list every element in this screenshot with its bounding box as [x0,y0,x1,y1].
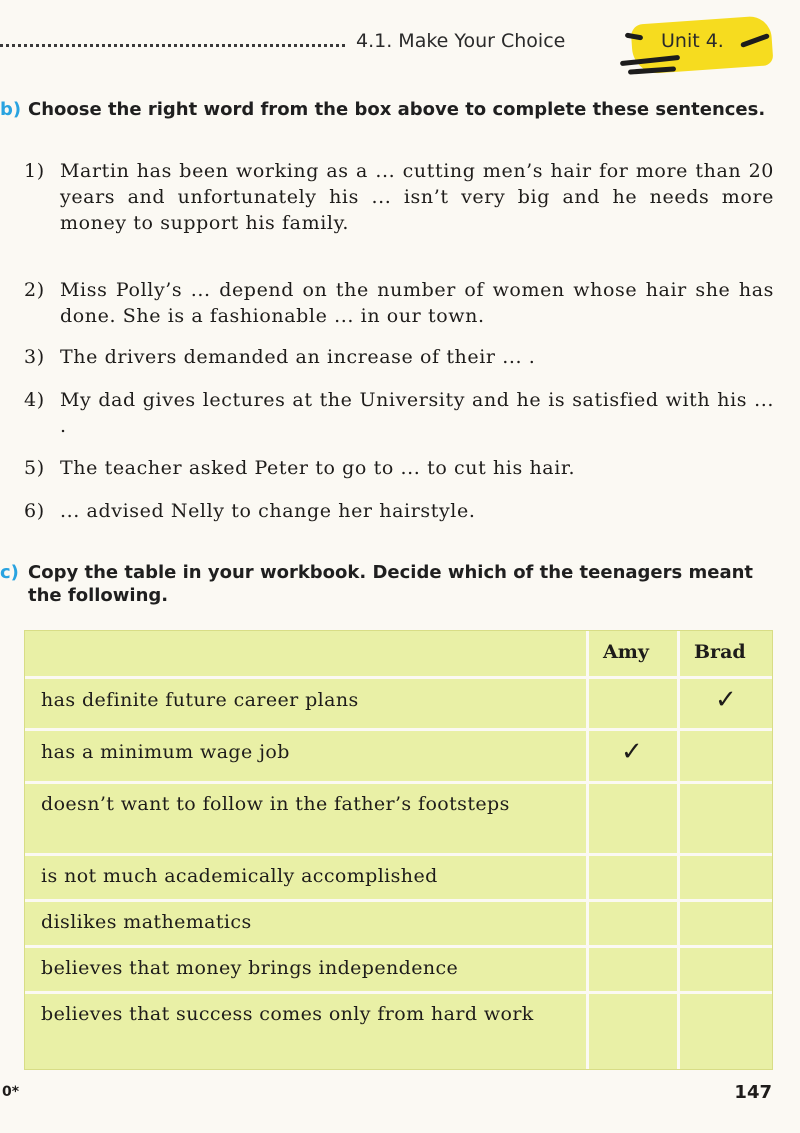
unit-label: Unit 4. [661,30,724,52]
checkmark-icon: ✓ [715,685,737,715]
row-divider [25,781,772,784]
page-header [0,28,800,68]
row-divider [25,728,772,731]
table-row-label: has a minimum wage job [41,741,290,763]
table-row-label: believes that success comes only from hard work [41,1003,534,1025]
task-2-instruction [0,561,778,607]
row-divider [25,945,772,948]
exercise-item-5 [24,455,774,481]
item-text: ... advised Nelly to change her hairstyle. [60,500,476,522]
column-divider [677,631,680,1069]
task-2-marker: c) [0,562,19,583]
table-row-label: dislikes mathematics [41,911,252,933]
brush-stroke-2 [628,66,676,74]
checkmark-icon: ✓ [621,737,643,767]
table-row-label: is not much academically accomplished [41,865,438,887]
row-divider [25,899,772,902]
item-text: My dad gives lectures at the University and he is satisfied with his ... . [60,389,774,437]
exercise-item-1 [24,158,774,236]
exercise-item-3 [24,344,774,370]
item-text: Miss Polly’s ... depend on the number of women whose hair she has done. She is a fashionable ... in our town. [60,279,774,327]
task-1-marker: b) [0,99,22,120]
task-1-text: Choose the right word from the box above to complete these sentences. [28,99,766,120]
row-divider [25,853,772,856]
column-divider [586,631,589,1069]
dotted-leader [0,44,345,47]
item-text: Martin has been working as a ... cutting men’s hair for more than 20 years and unfortunately his ... isn’t very big and he needs more money to support his family. [60,160,774,234]
task-2-text: Copy the table in your workbook. Decide which of the teenagers meant the following. [28,562,754,606]
table-row-label: has definite future career plans [41,689,359,711]
item-number: 1) [24,160,45,182]
column-header-amy: Amy [603,641,649,663]
table-row-label: doesn’t want to follow in the father’s footsteps [41,793,510,815]
task-1-instruction [0,98,778,121]
item-text: The drivers demanded an increase of their ... . [60,346,536,368]
item-text: The teacher asked Peter to go to ... to cut his hair. [60,457,576,479]
item-number: 3) [24,346,45,368]
item-number: 5) [24,457,45,479]
section-title: 4.1. Make Your Choice [356,30,566,52]
row-divider [25,991,772,994]
row-divider [25,676,772,679]
exercise-item-2 [24,277,774,329]
item-number: 4) [24,389,45,411]
table-row-label: believes that money brings independence [41,957,459,979]
column-header-brad: Brad [694,641,746,663]
item-number: 6) [24,500,45,522]
exercise-item-4 [24,387,774,439]
page-number: 147 [734,1082,772,1103]
exercise-item-6 [24,498,774,524]
item-number: 2) [24,279,45,301]
footer-mark: 0* [2,1084,20,1100]
teenagers-table [24,630,773,1070]
